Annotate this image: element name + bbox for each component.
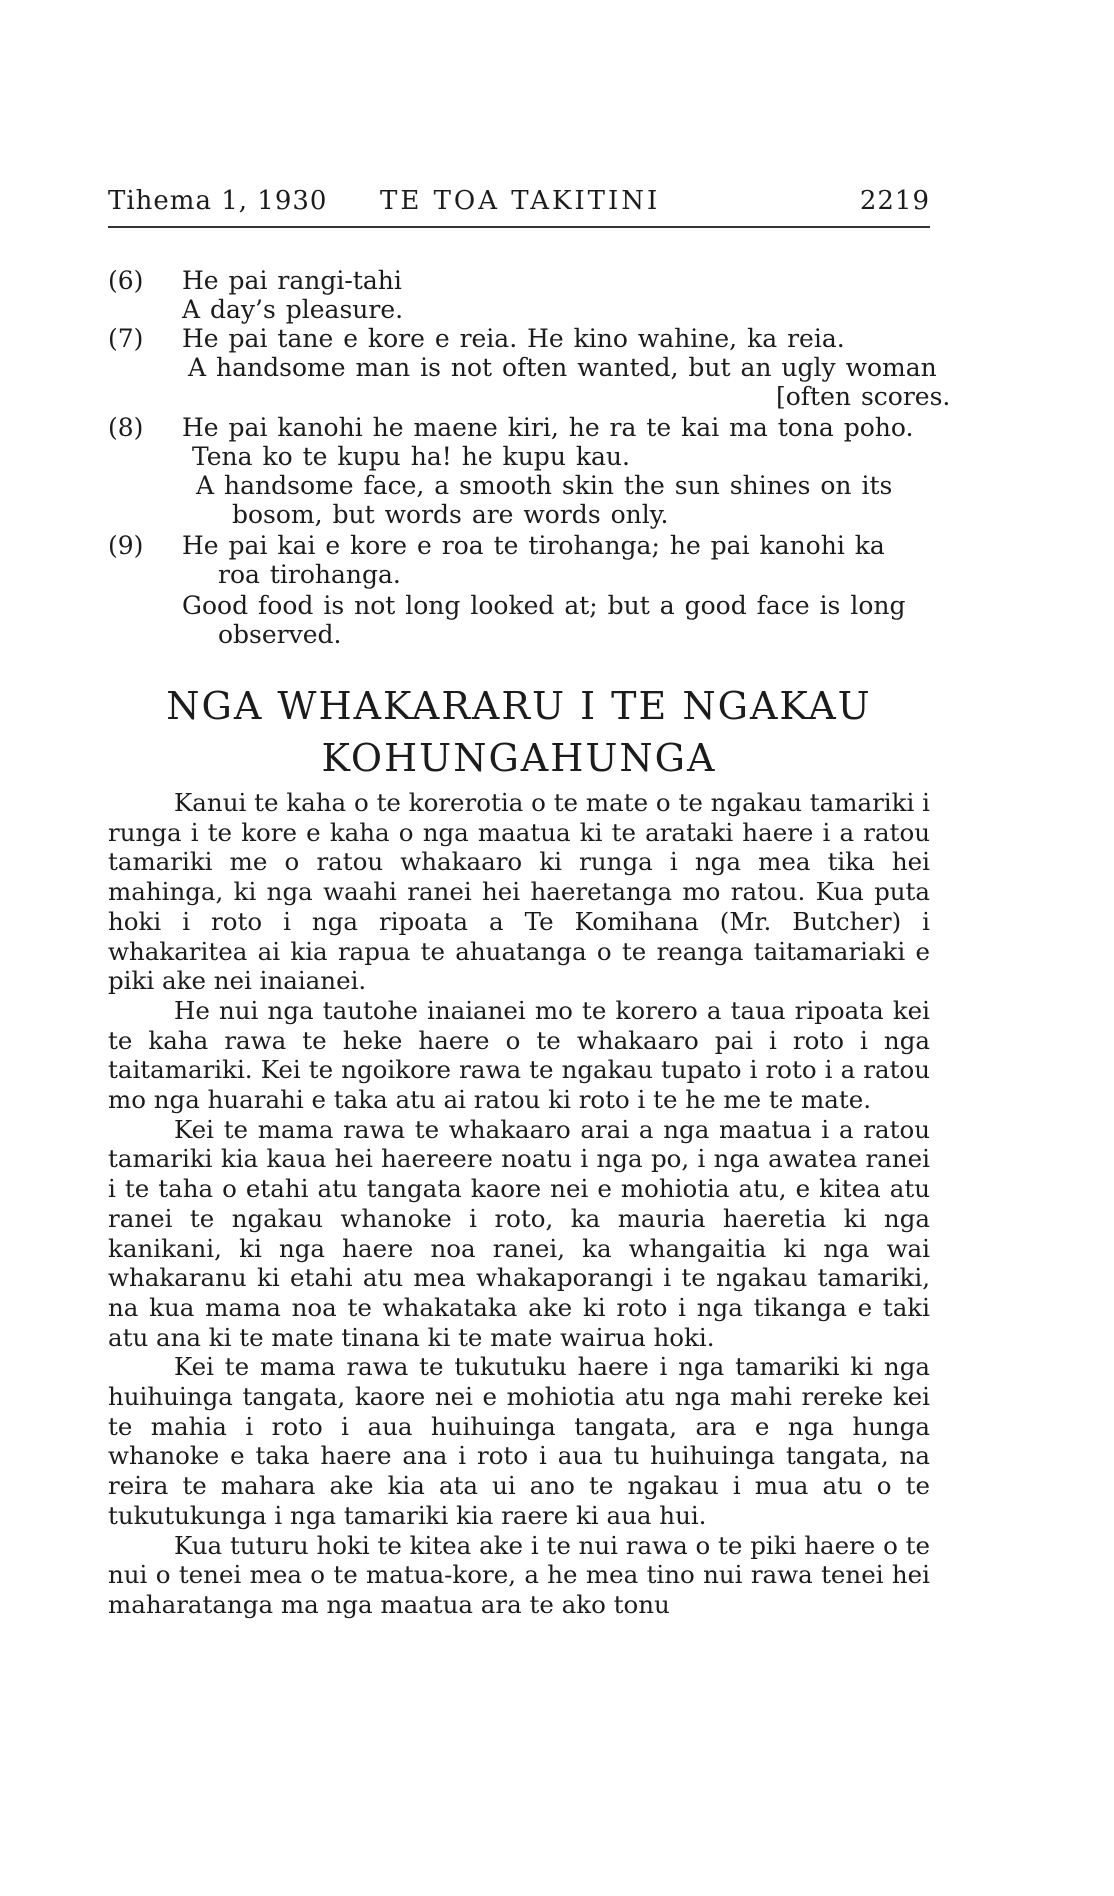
paragraph: Kei te mama rawa te whakaaro arai a nga maatua i a ratou tamariki kia kaua hei haereere noatu i nga po, i nga awatea ranei i te taha o etahi atu tangata kaore nei e mohiotia atu, e kitea atu ranei te ngakau whanoke i roto, ka mauria haeretia ki nga kanikani, ki nga haere noa ranei, ka whangaitia ki nga wai whakaranu ki etahi atu mea whakaporangi i te ngakau tamariki, na kua mama noa te whakataka ake ki roto i nga tikanga e taki atu ana ki te mate tinana ki te mate wairua hoki. — [108, 1114, 930, 1352]
paragraph: Kua tuturu hoki te kitea ake i te nui rawa o te piki haere o te nui o tenei mea o te matua-kore, a he mea tino nui rawa tenei hei maharatanga ma nga maatua ara te ako tonu — [108, 1530, 930, 1619]
proverb-number: (7) — [108, 324, 144, 353]
proverb-english-line: bosom, but words are words only. — [232, 500, 669, 529]
proverb-9 — [108, 531, 938, 651]
article-body — [108, 788, 930, 1620]
proverb-english-line: Good food is not long looked at; but a good face is long — [182, 591, 906, 620]
article-title-line-1: NGA WHAKARARU I TE NGAKAU — [166, 684, 872, 728]
running-header — [108, 186, 930, 228]
proverb-number: (9) — [108, 531, 144, 560]
proverb-maori-line: He pai kai e kore e roa te tirohanga; he pai kanohi ka — [182, 531, 885, 560]
proverb-number: (8) — [108, 413, 144, 442]
proverb-maori-line: roa tirohanga. — [218, 560, 401, 589]
proverb-english-line: A handsome man is not often wanted, but an ugly woman — [188, 353, 937, 382]
paragraph: Kanui te kaha o te korerotia o te mate o te ngakau tamariki i runga i te kore e kaha o nga maatua ki te arataki haere i a ratou tamariki me o ratou whakaaro ki runga i nga mea tika hei mahinga, ki nga waahi ranei hei haeretanga mo ratou. Kua puta hoki i roto i nga ripoata a Te Komihana (Mr. Butcher) i whakaritea ai kia rapua te ahuatanga o te reanga taitamariaki e piki ake nei inaianei. — [108, 788, 930, 996]
paragraph: He nui nga tautohe inaianei mo te korero a taua ripoata kei te kaha rawa te heke haere o te whakaaro pai i roto i nga taitamariki. Kei te ngoikore rawa te ngakau tupato i roto i a ratou mo nga huarahi e taka atu ai ratou ki roto i te he me te mate. — [108, 995, 930, 1115]
journal-title: TE TOA TAKITINI — [380, 186, 661, 216]
article-title-line-2: KOHUNGAHUNGA — [321, 736, 717, 780]
proverb-6 — [108, 266, 938, 324]
proverb-7 — [108, 324, 951, 412]
header-rule — [108, 226, 930, 228]
issue-date: Tihema 1, 1930 — [108, 186, 328, 216]
proverb-maori-line: He pai rangi-tahi — [182, 266, 402, 295]
proverb-english-line: A handsome face, a smooth skin the sun shines on its — [196, 471, 893, 500]
paragraph: Kei te mama rawa te tukutuku haere i nga tamariki ki nga huihuinga tangata, kaore nei e mohiotia atu nga mahi rereke kei te mahia i roto i aua huihuinga tangata, ara e nga hunga whanoke e taka haere ana i roto i aua tu huihuinga tangata, na reira te mahara ake kia ata ui ano te ngakau i mua atu o te tukutukunga i nga tamariki kia raere ki aua hui. — [108, 1352, 930, 1530]
proverb-english-line: observed. — [218, 620, 342, 649]
proverb-maori-line: Tena ko te kupu ha! he kupu kau. — [192, 442, 630, 471]
proverb-english-line: [often scores. — [776, 382, 951, 411]
proverb-maori-line: He pai tane e kore e reia. He kino wahine, ka reia. — [182, 324, 845, 353]
proverb-number: (6) — [108, 266, 144, 295]
proverb-maori-line: He pai kanohi he maene kiri, he ra te kai ma tona poho. — [182, 413, 914, 442]
proverb-english-line: A day’s pleasure. — [182, 295, 404, 324]
page-number: 2219 — [859, 186, 930, 216]
proverb-8 — [108, 413, 938, 531]
